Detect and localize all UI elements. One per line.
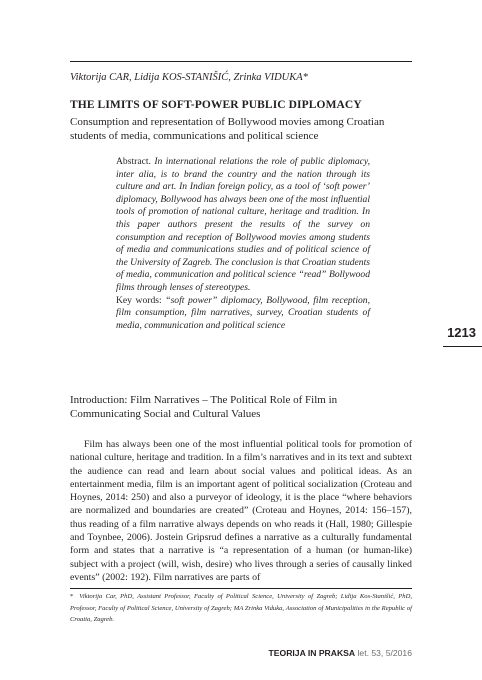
keywords-label-colon: :	[159, 294, 166, 306]
section-heading: Introduction: Film Narratives – The Political Role of Film in Communicating Social and Cultural Values	[70, 394, 338, 420]
page-number-rule	[443, 346, 482, 347]
abstract-block	[116, 156, 370, 332]
abstract-label-period: .	[148, 156, 155, 167]
keywords-text: “soft power” diplomacy, Bollywood, film reception, film consumption, film narratives, survey, Croatian students of media, communication and political science	[116, 294, 370, 331]
journal-footer	[269, 648, 412, 658]
body-text	[70, 438, 412, 584]
footnote	[70, 591, 412, 626]
footnote-text: Viktorija Car, PhD, Assistant Professor, Faculty of Political Science, University of Zagreb; Lidija Kos-Stanišić, PhD, Professor, Faculty of Political Science, University of Zagreb; MA Zrinka Viduka, Association of Municipalities in the Republic of Croatia, Zagreb.	[70, 593, 412, 623]
journal-volume: let. 53, 5/2016	[357, 648, 412, 658]
abstract-label: Abstract	[116, 156, 149, 167]
footnote-rule	[70, 588, 412, 589]
article-title: THE LIMITS OF SOFT-POWER PUBLIC DIPLOMACY	[70, 99, 362, 111]
top-rule	[70, 61, 412, 62]
footnote-marker: *	[70, 593, 74, 600]
abstract-text: In international relations the role of public diplomacy, inter alia, is to brand the country and the nation through its culture and art. In Indian foreign policy, as a tool of ‘soft power’ diplomacy, Bollywood has always been one of the most influential tools of promotion of national culture, heritage and tradition. In this paper authors present the results of the survey on consumption and reception of Bollywood movies among students of media and communications studies and of political science of the University of Zagreb. The conclusion is that Croatian students of media, communication and political science “read” Bollywood films through lenses of stereotypes.	[116, 156, 371, 293]
keywords-label: Key words	[116, 294, 159, 306]
body-paragraph: Film has always been one of the most influential political tools for promotion of national culture, heritage and tradition. In a film’s narratives and in its text and subtext the audience can read and learn about social values and political ideas. As an entertainment media, film is an important agent of political socialization (Croteau and Hoynes, 2014: 250) and also a purveyor of ideology, it is the place “where behaviors are normalized and boundaries are created” (Croteau and Hoynes, 2014: 156–157), thus reading of a film narrative always depends on who reads it (Hall, 1980; Gillespie and Toynbee, 2006). Jostein Gripsrud defines a narrative as a culturally fundamental form and states that a narrative is “a representation of a human (or human-like) subject with a project (will, wish, desire) who lives through a series of causally linked events” (2002: 192). Film narratives are parts of	[70, 439, 412, 583]
page-number: 1213	[447, 325, 476, 340]
article-subtitle: Consumption and representation of Bollywood movies among Croatian students of media, communications and political science	[70, 116, 385, 142]
authors-line: Viktorija CAR, Lidija KOS-STANIŠIĆ, Zrinka VIDUKA*	[70, 72, 308, 83]
journal-name: TEORIJA IN PRAKSA	[268, 648, 356, 658]
